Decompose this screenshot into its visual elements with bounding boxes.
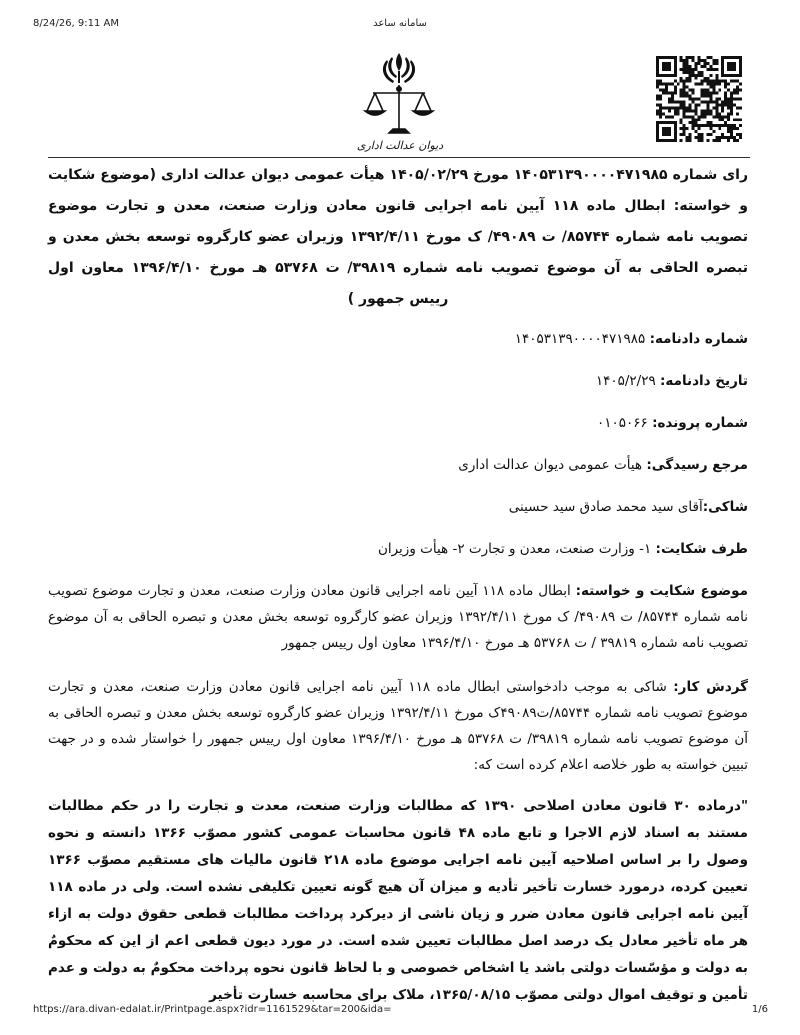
verdict-date-value: ۱۴۰۵/۲/۲۹ [595, 373, 656, 389]
proceedings-paragraph [48, 674, 748, 778]
proceedings-label: گردش کار: [673, 679, 748, 695]
print-site-title: سامانه ساعد [373, 18, 427, 29]
header-divider [48, 157, 750, 158]
subject-label: موضوع شکایت و خواسته: [575, 583, 749, 599]
emblem-icon [340, 45, 460, 155]
authority-label: مرجع رسیدگی: [646, 457, 748, 473]
verdict-date-label: تاریخ دادنامه: [660, 373, 748, 389]
authority-value: هیأت عمومی دیوان عدالت اداری [458, 457, 643, 473]
subject-value: ابطال ماده ۱۱۸ آیین نامه اجرایی قانون معادن وزارت صنعت، معدن و تجارت موضوع تصویب نامه شماره ۸۵۷۴۴/ ت ۴۹۰۸۹/ ک مورخ ۱۳۹۲/۴/۱۱ وزیران عضو کارگروه توسعه بخش معدن و تبصره الحاقی به آن موضوع تصویب نامه شماره ۳۹۸۱۹ / ت ۵۳۷۶۸ هـ مورخ ۱۳۹۶/۴/۱۰ معاون اول رییس جمهور [48, 583, 748, 651]
plaintiff-label: شاکی: [702, 499, 748, 515]
case-number-label: شماره پرونده: [652, 415, 748, 431]
complaint-quote: "درماده ۳۰ قانون معادن اصلاحی ۱۳۹۰ که مطالبات وزارت صنعت، معدت و تجارت را در حکم مطالبات مستند به اسناد لازم الاجرا و تابع ماده ۴۸ قانون محاسبات عمومی کشور مصوّب ۱۳۶۶ دانسته و نحوه وصول را بر اساس اصلاحیه آیین نامه اجرایی موضوع ماده ۲۱۸ قانون مالیات های مستقیم مصوّب ۱۳۶۶ تعیین کرده، درمورد خسارت تأخیر تأدیه و میزان آن هیچ گونه تعیین تکلیفی نشده است. ولی در ماده ۱۱۸ آیین نامه اجرایی قانون معادن ضرر و زیان ناشی از دیرکرد پرداخت مطالبات قطعی حقوق دولت به ازاء هر ماه تأخیر معادل یک درصد اصل مطالبات تعیین شده است. در مورد دیون قطعی اعم از این که محکومٌ به دولت و مؤسّسات دولتی باشد یا اشخاص خصوصی و با لحاظ قانون نحوه پرداخت محکومٌ به دولت و عدم تأمین و توقیف اموال دولتی مصوّب ۱۳۶۵/۰۸/۱۵، ملاک برای محاسبه خسارت تأخیر [48, 798, 748, 1003]
verdict-title: رای شماره ۱۴۰۵۳۱۳۹۰۰۰۰۴۷۱۹۸۵ مورخ ۱۴۰۵/۰۲/۲۹ هیأت عمومی دیوان عدالت اداری (موضوع شکایت و خواسته: ابطال ماده ۱۱۸ آیین نامه اجرایی قانون معادن وزارت صنعت، معدن و تجارت موضوع تصویب نامه شماره ۸۵۷۴۴/ ت ۴۹۰۸۹/ ک مورخ ۱۳۹۲/۴/۱۱ وزیران عضو کارگروه توسعه بخش معدن و تبصره الحاقی به آن موضوع تصویب نامه شماره ۳۹۸۱۹/ ت ۵۳۷۶۸ هـ مورخ ۱۳۹۶/۴/۱۰ معاون اول رییس جمهور ) [48, 167, 749, 307]
page-number: 1/6 [751, 1004, 768, 1015]
plaintiff-row [48, 494, 748, 520]
proceedings-value: شاکی به موجب دادخواستی ابطال ماده ۱۱۸ آیین نامه اجرایی قانون معادن وزارت صنعت، معدن و تجارت موضوع تصویب نامه شماره ۸۵۷۴۴/ت۴۹۰۸۹ک مورخ ۱۳۹۲/۴/۱۱ وزیران عضو کارگروه توسعه بخش معدن و تبصره الحاقی به آن موضوع تصویب نامه شماره ۳۹۸۱۹/ ت ۵۳۷۶۸ هـ مورخ ۱۳۹۶/۴/۱۰ معاون اول رییس جمهور را خواستار شده و در جهت تبیین خواسته به طور خلاصه اعلام کرده است که: [48, 679, 748, 773]
print-url: https://ara.divan-edalat.ir/Printpage.aspx?idr=1161529&tar=200&ida= [33, 1004, 392, 1015]
qr-code [656, 56, 742, 142]
case-number-row [48, 410, 748, 436]
logo-caption: دیوان عدالت اداری [356, 139, 444, 152]
verdict-date-row [48, 368, 748, 394]
authority-row [48, 452, 748, 478]
qr-code-icon [656, 56, 742, 142]
print-datetime: 8/24/26, 9:11 AM [33, 18, 120, 29]
verdict-number-value: ۱۴۰۵۳۱۳۹۰۰۰۰۴۷۱۹۸۵ [514, 331, 646, 347]
case-number-value: ۰۱۰۵۰۶۶ [597, 415, 648, 431]
defendant-value: ۱- وزارت صنعت، معدن و تجارت ۲- هیأت وزیران [377, 541, 652, 557]
court-logo [340, 45, 460, 155]
subject-paragraph [48, 578, 748, 656]
verdict-number-label: شماره دادنامه: [649, 331, 748, 347]
verdict-number-row [48, 326, 748, 352]
plaintiff-value: آقای سید محمد صادق سید حسینی [508, 499, 703, 515]
defendant-row [48, 536, 748, 562]
defendant-label: طرف شکایت: [655, 541, 748, 557]
